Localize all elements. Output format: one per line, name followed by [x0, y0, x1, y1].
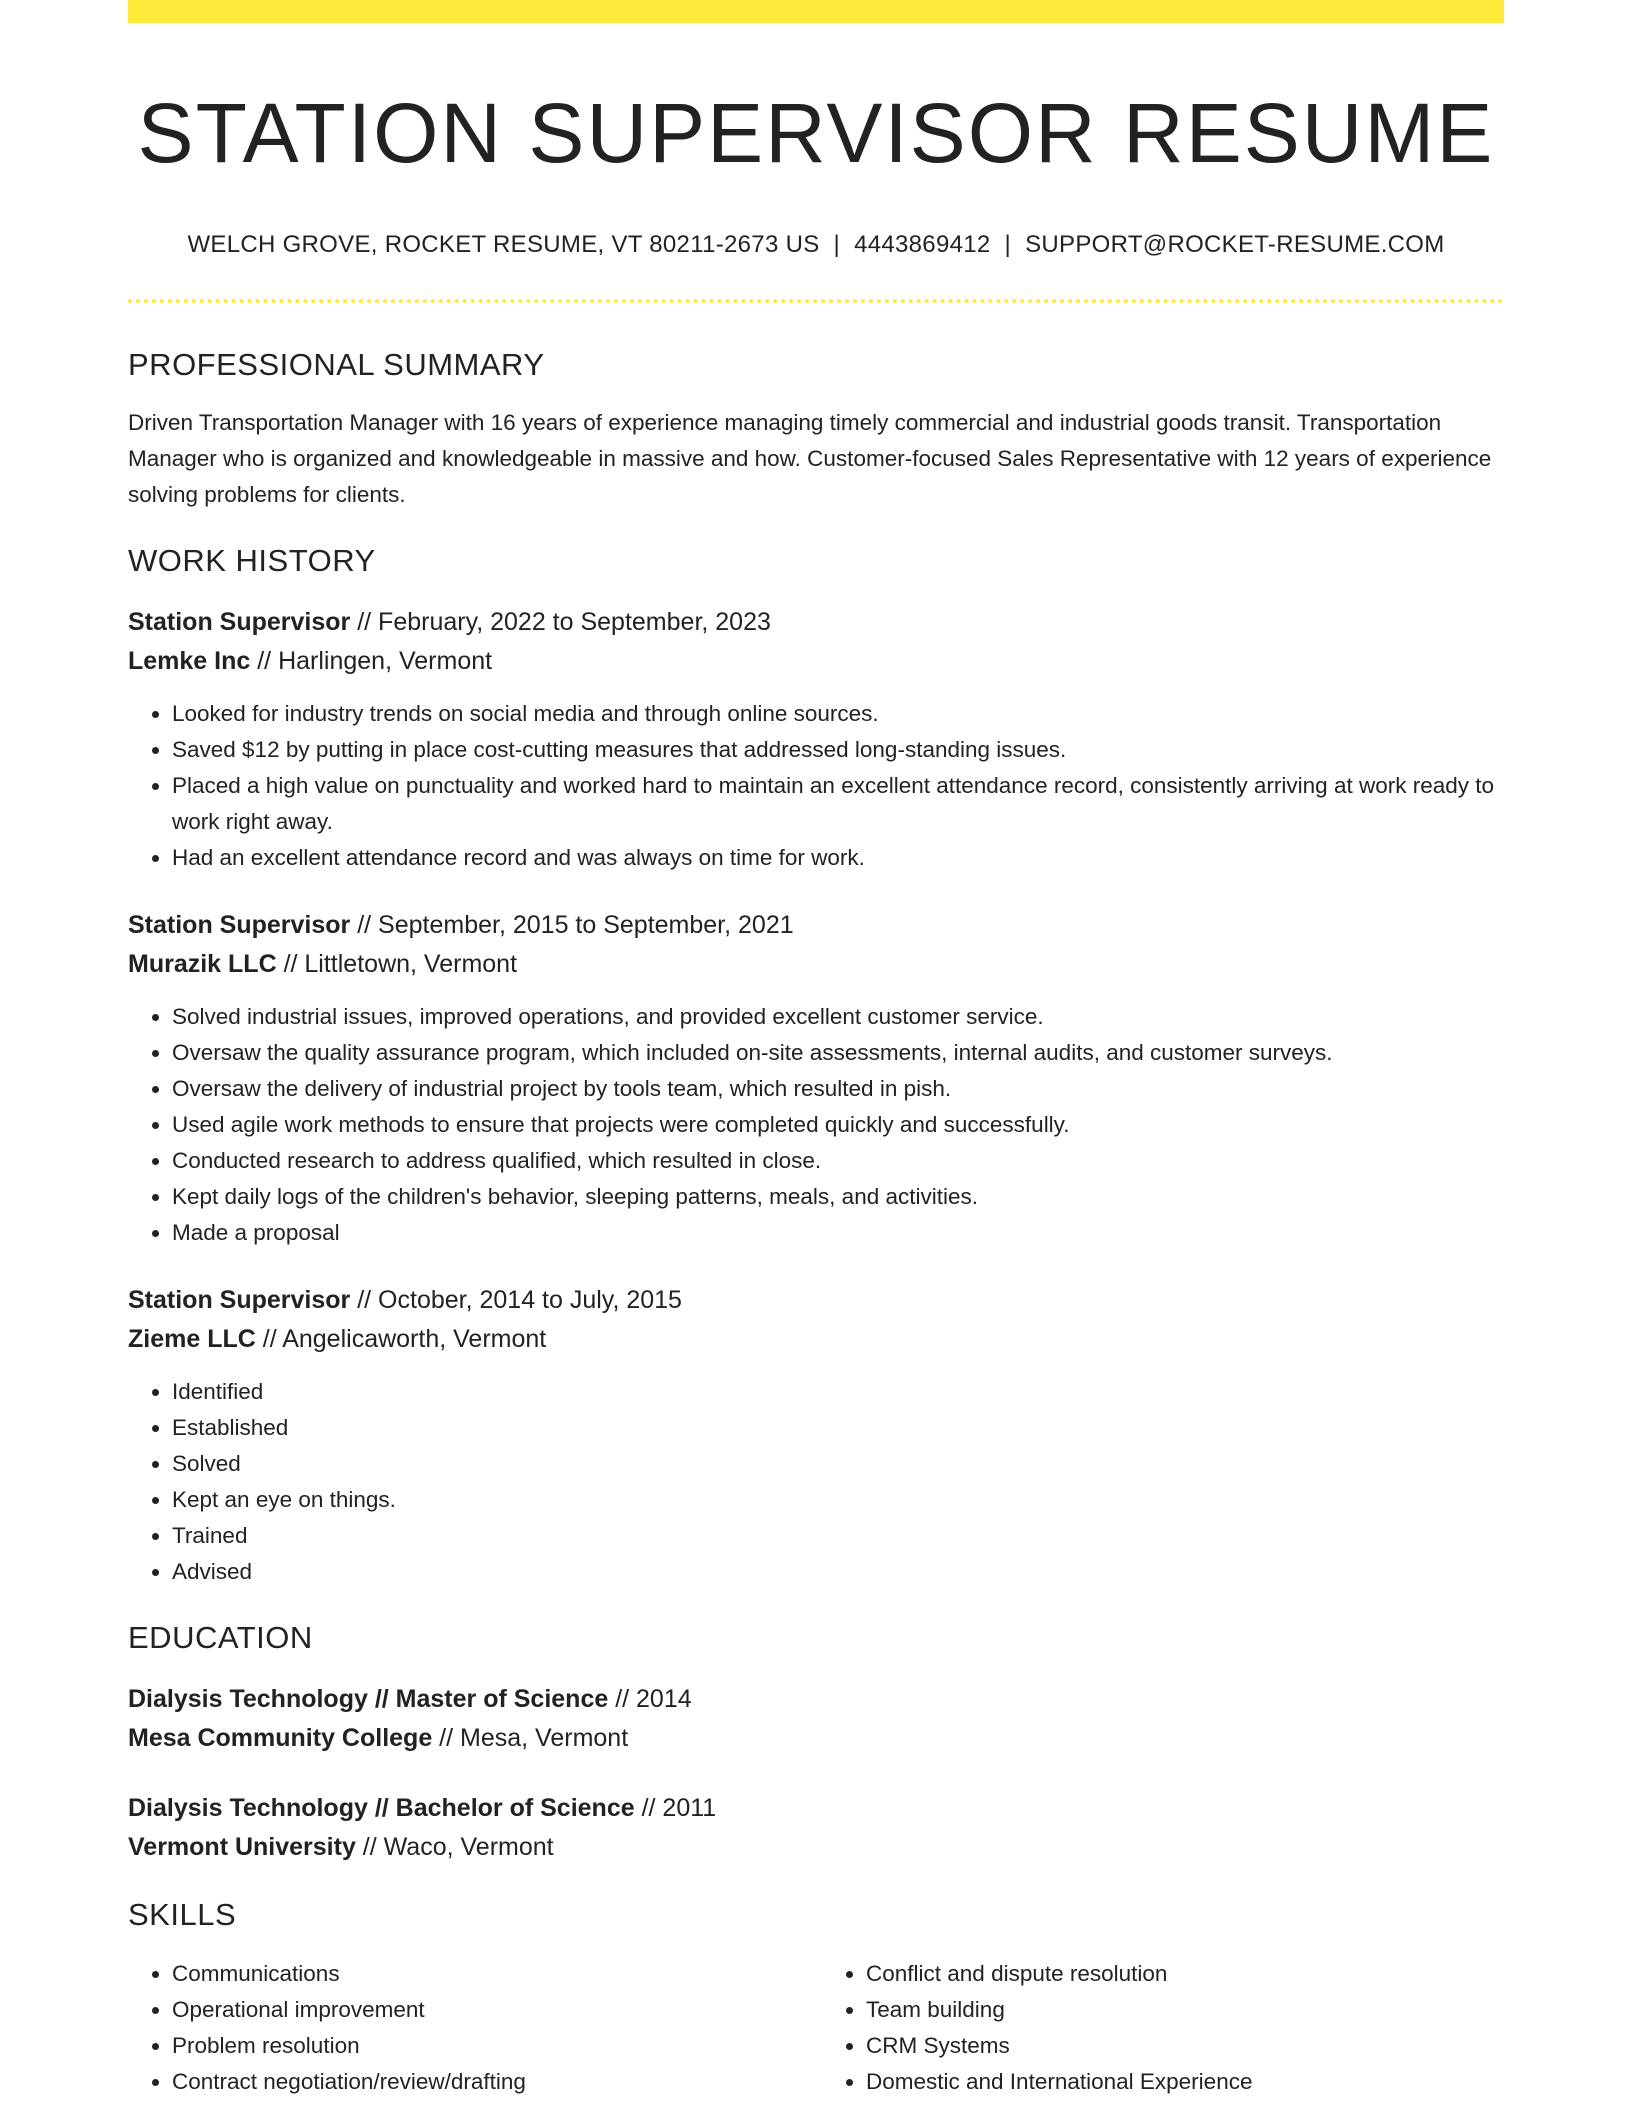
job-bullets — [128, 1374, 1504, 1590]
skill-item: • Communications — [172, 1956, 816, 1992]
degree-year: // 2014 — [608, 1685, 692, 1713]
school-location: // Mesa, Vermont — [432, 1724, 629, 1752]
list-item: • Conducted research to address qualified, which resulted in close. — [172, 1143, 1504, 1179]
job-title: Station Supervisor — [128, 1286, 351, 1314]
school-line — [128, 1828, 1504, 1867]
job-company-line — [128, 945, 1504, 984]
job-company-line — [128, 642, 1504, 681]
list-item: • Saved $12 by putting in place cost-cutting measures that addressed long-standing issues. — [172, 732, 1504, 768]
list-item: • Advised — [172, 1554, 1504, 1590]
job-entry — [128, 603, 1504, 876]
list-item: • Identified — [172, 1374, 1504, 1410]
degree-line — [128, 1680, 1504, 1719]
job-title-line — [128, 1281, 1504, 1320]
resume-title: STATION SUPERVISOR RESUME — [137, 86, 1495, 180]
skills-list-left — [128, 1956, 816, 2100]
job-dates: // September, 2015 to September, 2021 — [350, 911, 794, 939]
education-entry — [128, 1680, 1504, 1758]
contact-phone: 4443869412 — [854, 231, 991, 258]
degree-line — [128, 1789, 1504, 1828]
job-title: Station Supervisor — [128, 911, 351, 939]
list-item: • Established — [172, 1410, 1504, 1446]
education-heading: EDUCATION — [128, 1620, 313, 1655]
skill-item: • CRM Systems — [866, 2028, 1504, 2064]
skill-item: • Contract negotiation/review/drafting — [172, 2064, 816, 2100]
skills-columns — [128, 1956, 1504, 2100]
job-company: Zieme LLC — [128, 1325, 256, 1353]
job-entry — [128, 1281, 1504, 1590]
skill-item: • Conflict and dispute resolution — [866, 1956, 1504, 1992]
job-location: // Littletown, Vermont — [276, 950, 518, 978]
work-history-heading: WORK HISTORY — [128, 543, 376, 578]
job-title-line — [128, 906, 1504, 945]
education-entry — [128, 1789, 1504, 1867]
job-dates: // October, 2014 to July, 2015 — [350, 1286, 682, 1314]
job-title: Station Supervisor — [128, 608, 351, 636]
school-line — [128, 1719, 1504, 1758]
job-bullets — [128, 999, 1504, 1251]
resume-page — [128, 0, 1504, 2112]
contact-separator: | — [1004, 231, 1012, 258]
job-location: // Harlingen, Vermont — [250, 647, 493, 675]
skills-heading: SKILLS — [128, 1897, 237, 1932]
contact-email: SUPPORT@ROCKET-RESUME.COM — [1025, 231, 1445, 258]
summary-text: Driven Transportation Manager with 16 years of experience managing timely commercial and industrial goods transit. Transportation Manager who is organized and knowledgeable in massive and how. Customer-focused Sales Representative with 12 years of experience solving problems for clients. — [128, 410, 1492, 507]
job-bullets — [128, 696, 1504, 876]
list-item: • Placed a high value on punctuality and worked hard to maintain an excellent attendance record, consistently arriving at work ready to work right away. — [172, 768, 1504, 840]
job-company: Murazik LLC — [128, 950, 277, 978]
job-dates: // February, 2022 to September, 2023 — [350, 608, 771, 636]
summary-heading: PROFESSIONAL SUMMARY — [128, 347, 545, 382]
skill-item: • Operational improvement — [172, 1992, 816, 2028]
list-item: • Kept an eye on things. — [172, 1482, 1504, 1518]
contact-address: WELCH GROVE, ROCKET RESUME, VT 80211-2673 US — [187, 231, 820, 258]
skill-item: • Problem resolution — [172, 2028, 816, 2064]
dotted-divider — [128, 299, 1504, 303]
list-item: • Kept daily logs of the children's behavior, sleeping patterns, meals, and activities. — [172, 1179, 1504, 1215]
degree: Dialysis Technology // Bachelor of Science — [128, 1794, 635, 1822]
list-item: • Had an excellent attendance record and was always on time for work. — [172, 840, 1504, 876]
skills-list-right — [816, 1956, 1504, 2100]
list-item: • Used agile work methods to ensure that projects were completed quickly and successfully. — [172, 1107, 1504, 1143]
degree-year: // 2011 — [634, 1794, 717, 1822]
list-item: • Trained — [172, 1518, 1504, 1554]
list-item: • Made a proposal — [172, 1215, 1504, 1251]
skill-item: • Team building — [866, 1992, 1504, 2028]
list-item: • Solved industrial issues, improved operations, and provided excellent customer service. — [172, 999, 1504, 1035]
contact-separator: | — [833, 231, 841, 258]
school-location: // Waco, Vermont — [355, 1833, 554, 1861]
job-location: // Angelicaworth, Vermont — [255, 1325, 547, 1353]
list-item: • Oversaw the quality assurance program, which included on-site assessments, internal audits, and customer surveys. — [172, 1035, 1504, 1071]
job-company: Lemke Inc — [128, 647, 251, 675]
list-item: • Looked for industry trends on social media and through online sources. — [172, 696, 1504, 732]
job-entry — [128, 906, 1504, 1251]
degree: Dialysis Technology // Master of Science — [128, 1685, 609, 1713]
contact-line — [128, 229, 1504, 261]
list-item: • Solved — [172, 1446, 1504, 1482]
job-title-line — [128, 603, 1504, 642]
school: Vermont University — [128, 1833, 356, 1861]
list-item: • Oversaw the delivery of industrial project by tools team, which resulted in pish. — [172, 1071, 1504, 1107]
school: Mesa Community College — [128, 1724, 433, 1752]
job-company-line — [128, 1320, 1504, 1359]
skill-item: • Domestic and International Experience — [866, 2064, 1504, 2100]
accent-top-bar — [128, 0, 1504, 23]
